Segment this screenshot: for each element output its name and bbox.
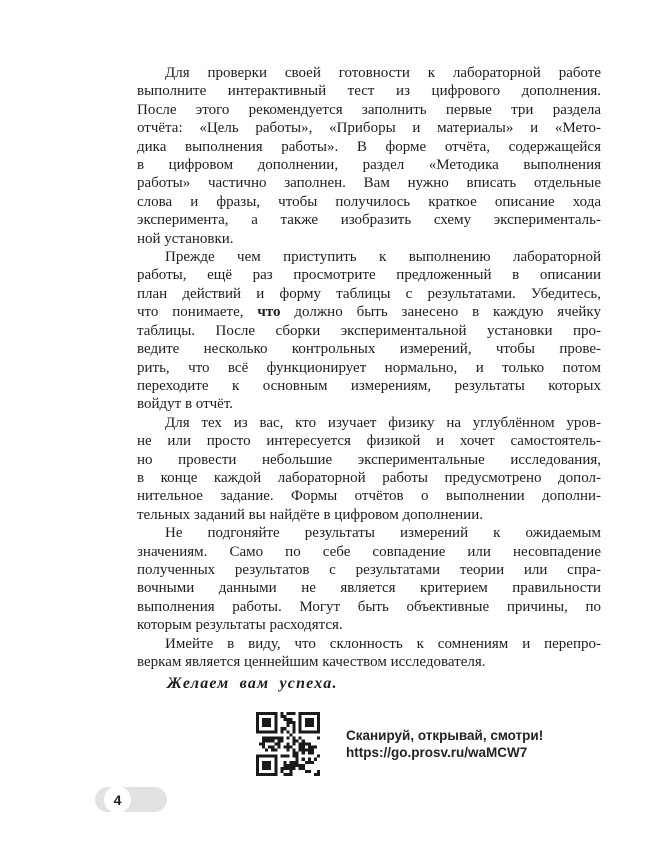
text-line: Прежде чем приступить к выполнению лабораторной bbox=[165, 249, 601, 266]
text-line: веркам является ценнейшим качеством исследователя. bbox=[137, 654, 486, 670]
text-line: в цифровом дополнении, раздел «Методика выполнения bbox=[137, 157, 601, 174]
text-line: полученных результатов с результатами теории или спра- bbox=[137, 561, 601, 578]
text-line: эксперимента, а также изобразить схему эксперименталь- bbox=[137, 212, 601, 229]
bold-word: что bbox=[257, 304, 281, 321]
qr-caption bbox=[346, 727, 543, 762]
text-line: выполнения работы. Могут быть объективные причины, по bbox=[137, 598, 601, 615]
text-line: После этого рекомендуется заполнить первые три раздела bbox=[137, 101, 601, 118]
text-line: тельных заданий вы найдёте в цифровом дополнении. bbox=[137, 506, 483, 523]
text-line: в конце каждой лабораторной работы предусмотрено допол- bbox=[137, 469, 601, 486]
paragraph-5 bbox=[137, 635, 601, 672]
page-number: 4 bbox=[113, 791, 122, 808]
body-text bbox=[137, 64, 601, 694]
qr-code bbox=[256, 712, 320, 776]
text-line: дика выполнения работы». В форме отчёта, содержащейся bbox=[137, 138, 601, 155]
text-line: значениям. Само по себе совпадение или несовпадение bbox=[137, 543, 601, 560]
text-segment: что понимаете, bbox=[137, 304, 258, 321]
text-line: Для тех из вас, кто изучает физику на углублённом уров- bbox=[165, 414, 601, 431]
closing-wish-line: Желаем вам успеха. bbox=[167, 675, 338, 693]
text-line: выполните интерактивный тест из цифрового дополнения. bbox=[137, 83, 601, 100]
text-line: переходите к основным измерениям, результаты которых bbox=[137, 377, 601, 394]
qr-block bbox=[256, 712, 543, 776]
text-segment: должно быть занесено в каждую ячейку bbox=[280, 304, 602, 321]
text-line: Не подгоняйте результаты измерений к ожидаемым bbox=[165, 525, 601, 542]
page-number-circle bbox=[104, 786, 131, 813]
text-line: отчёта: «Цель работы», «Приборы и материалы» и «Мето- bbox=[137, 120, 601, 137]
text-line: ведите несколько контрольных измерений, чтобы прове- bbox=[137, 341, 601, 358]
text-line: вочными данными не является критерием правильности bbox=[137, 580, 601, 597]
text-line: работы» частично заполнен. Вам нужно вписать отдельные bbox=[137, 175, 601, 192]
text-line: ной установки. bbox=[137, 230, 234, 247]
text-line: не или просто интересуется физикой и хочет самостоятель- bbox=[137, 433, 601, 450]
text-line: таблицы. После сборки экспериментальной установки про- bbox=[137, 322, 601, 339]
text-line: работы, ещё раз просмотрите предложенный в описании bbox=[137, 267, 601, 284]
text-line: которым результаты расходятся. bbox=[137, 617, 343, 634]
text-line: слова и фразы, чтобы получилось краткое описание хода bbox=[137, 193, 601, 210]
paragraph-3 bbox=[137, 414, 601, 524]
text-line: но провести небольшие экспериментальные исследования, bbox=[137, 451, 601, 468]
text-line: Для проверки своей готовности к лабораторной работе bbox=[165, 65, 601, 81]
text-line-with-bold bbox=[137, 303, 601, 321]
text-line: нительное задание. Формы отчётов о выполнении дополни- bbox=[137, 488, 601, 505]
page-number-pill bbox=[95, 787, 167, 812]
text-line: войдут в отчёт. bbox=[137, 396, 234, 413]
paragraph-4 bbox=[137, 524, 601, 634]
qr-caption-line1: Сканируй, открывай, смотри! bbox=[346, 727, 544, 743]
qr-caption-url: https://go.prosv.ru/waMCW7 bbox=[346, 745, 528, 760]
text-line: Имейте в виду, что склонность к сомнениям и перепро- bbox=[165, 635, 601, 652]
text-line: план действий и форму таблицы с результатами. Убедитесь, bbox=[137, 285, 601, 302]
paragraph-2 bbox=[137, 248, 601, 414]
text-line: рить, что всё функционирует нормально, и только потом bbox=[137, 359, 601, 376]
paragraph-1 bbox=[137, 64, 601, 248]
